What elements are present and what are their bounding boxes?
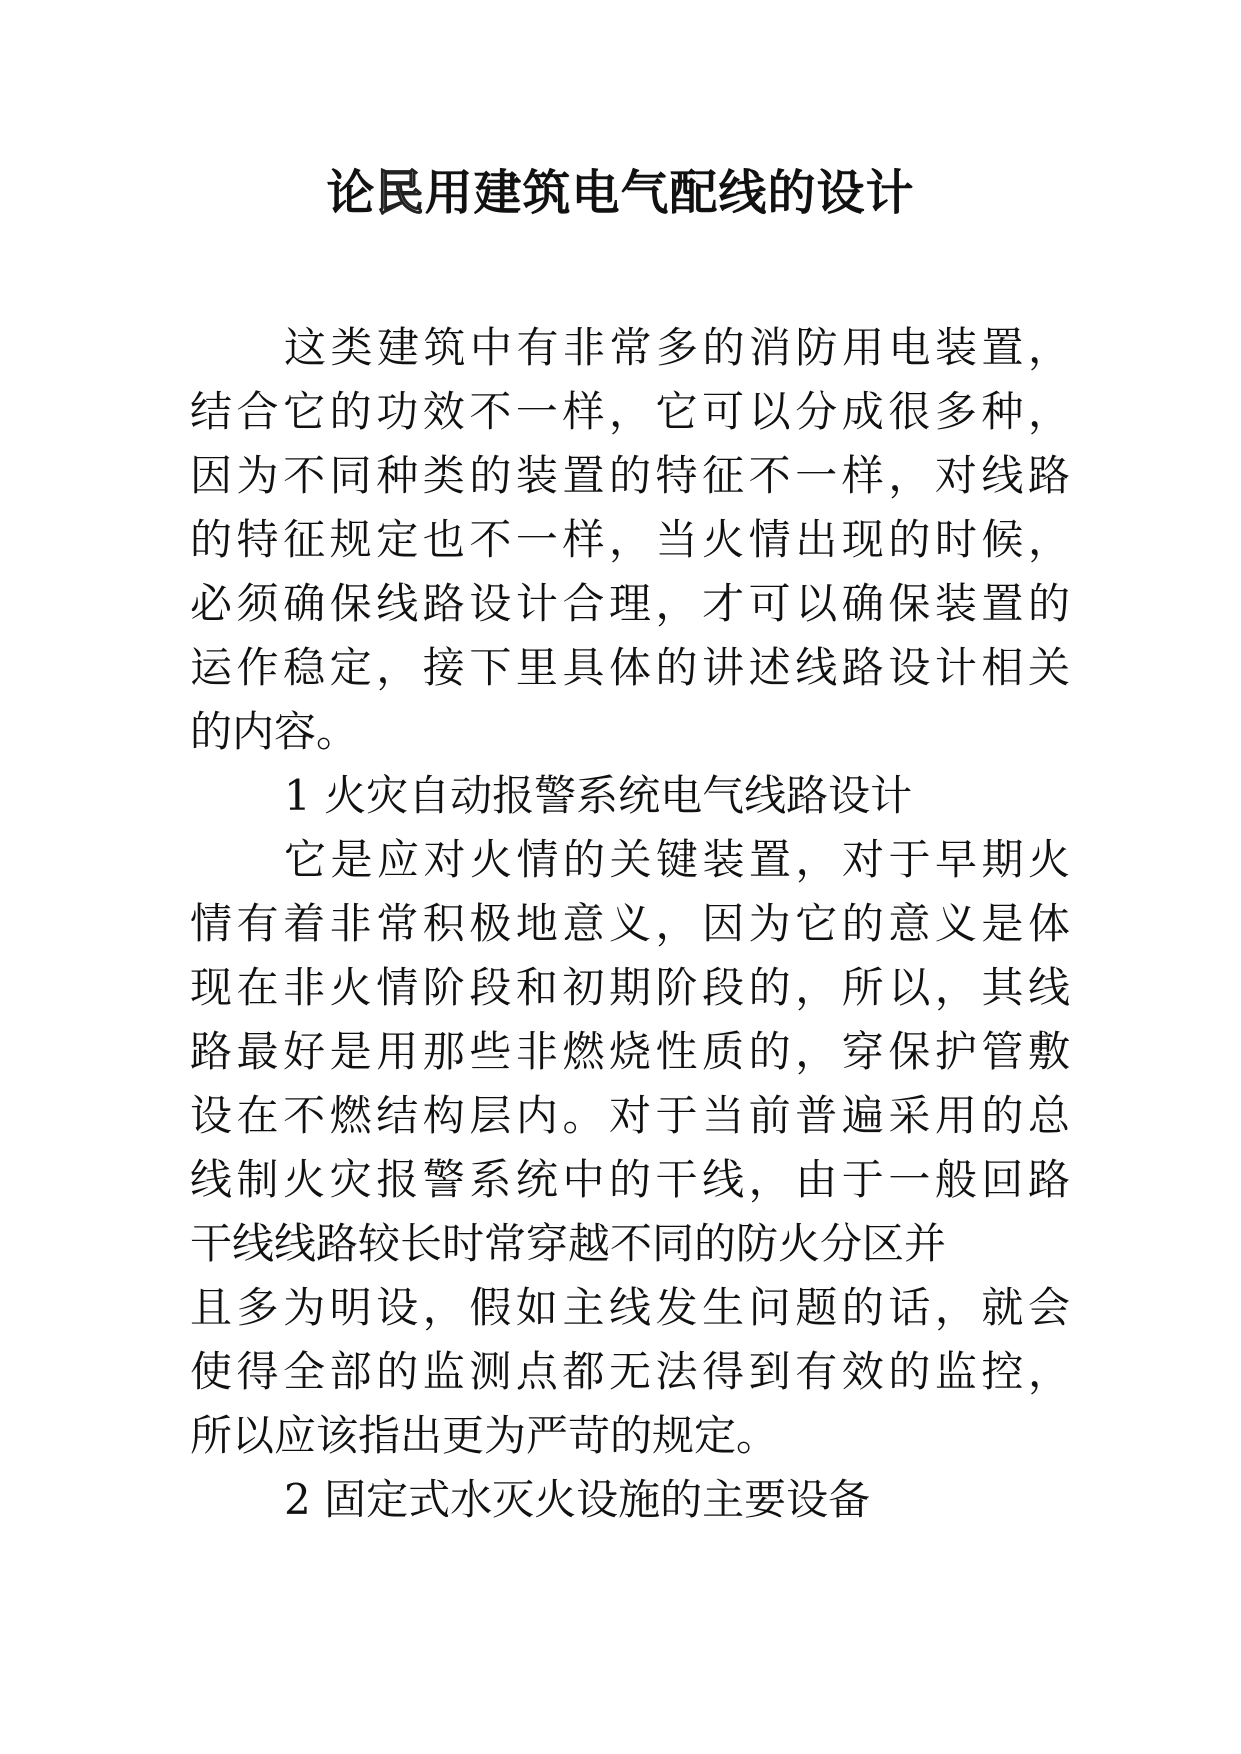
paragraph-1-line-1: 这类建筑中有非常多的消防用电装置， — [284, 323, 1070, 372]
paragraph-1-line-6: 运作稳定，接下里具体的讲述线路设计相关 — [190, 643, 1070, 692]
paragraph-1-line-5: 必须确保线路设计合理，才可以确保装置的 — [190, 579, 1070, 628]
paragraph-2-line-3: 现在非火情阶段和初期阶段的，所以，其线 — [190, 963, 1070, 1012]
paragraph-2-line-7: 干线线路较长时常穿越不同的防火分区并 — [190, 1219, 947, 1268]
document-title — [0, 163, 1241, 223]
paragraph-2-line-10: 所以应该指出更为严苛的规定。 — [190, 1411, 779, 1460]
paragraph-2-line-2: 情有着非常积极地意义，因为它的意义是体 — [190, 899, 1070, 948]
title-suffix: 用建筑电气配线的设计 — [424, 165, 915, 221]
paragraph-2-line-4: 路最好是用那些非燃烧性质的，穿保护管敷 — [190, 1027, 1070, 1076]
document-body — [190, 316, 1070, 1532]
title-prefix: 论 — [326, 165, 376, 221]
paragraph-2-line-5: 设在不燃结构层内。对于当前普遍采用的总 — [190, 1091, 1070, 1140]
paragraph-2-line-6: 线制火灾报警系统中的干线，由于一般回路 — [190, 1155, 1070, 1204]
paragraph-1-line-4: 的特征规定也不一样，当火情出现的时候， — [190, 515, 1070, 564]
section-heading-1: 1 火灾自动报警系统电气线路设计 — [284, 771, 913, 820]
section-heading-2: 2 固定式水灭火设施的主要设备 — [284, 1475, 871, 1524]
paragraph-1-line-2: 结合它的功效不一样，它可以分成很多种， — [190, 387, 1070, 436]
paragraph-2-line-9: 使得全部的监测点都无法得到有效的监控， — [190, 1347, 1070, 1396]
paragraph-1-line-7: 的内容。 — [190, 707, 359, 756]
title-outlined-character: 民 — [375, 165, 425, 221]
paragraph-2-line-1: 它是应对火情的关键装置，对于早期火 — [284, 835, 1070, 884]
paragraph-2-line-8: 且多为明设，假如主线发生问题的话，就会 — [190, 1283, 1070, 1332]
paragraph-1-line-3: 因为不同种类的装置的特征不一样，对线路 — [190, 451, 1070, 500]
